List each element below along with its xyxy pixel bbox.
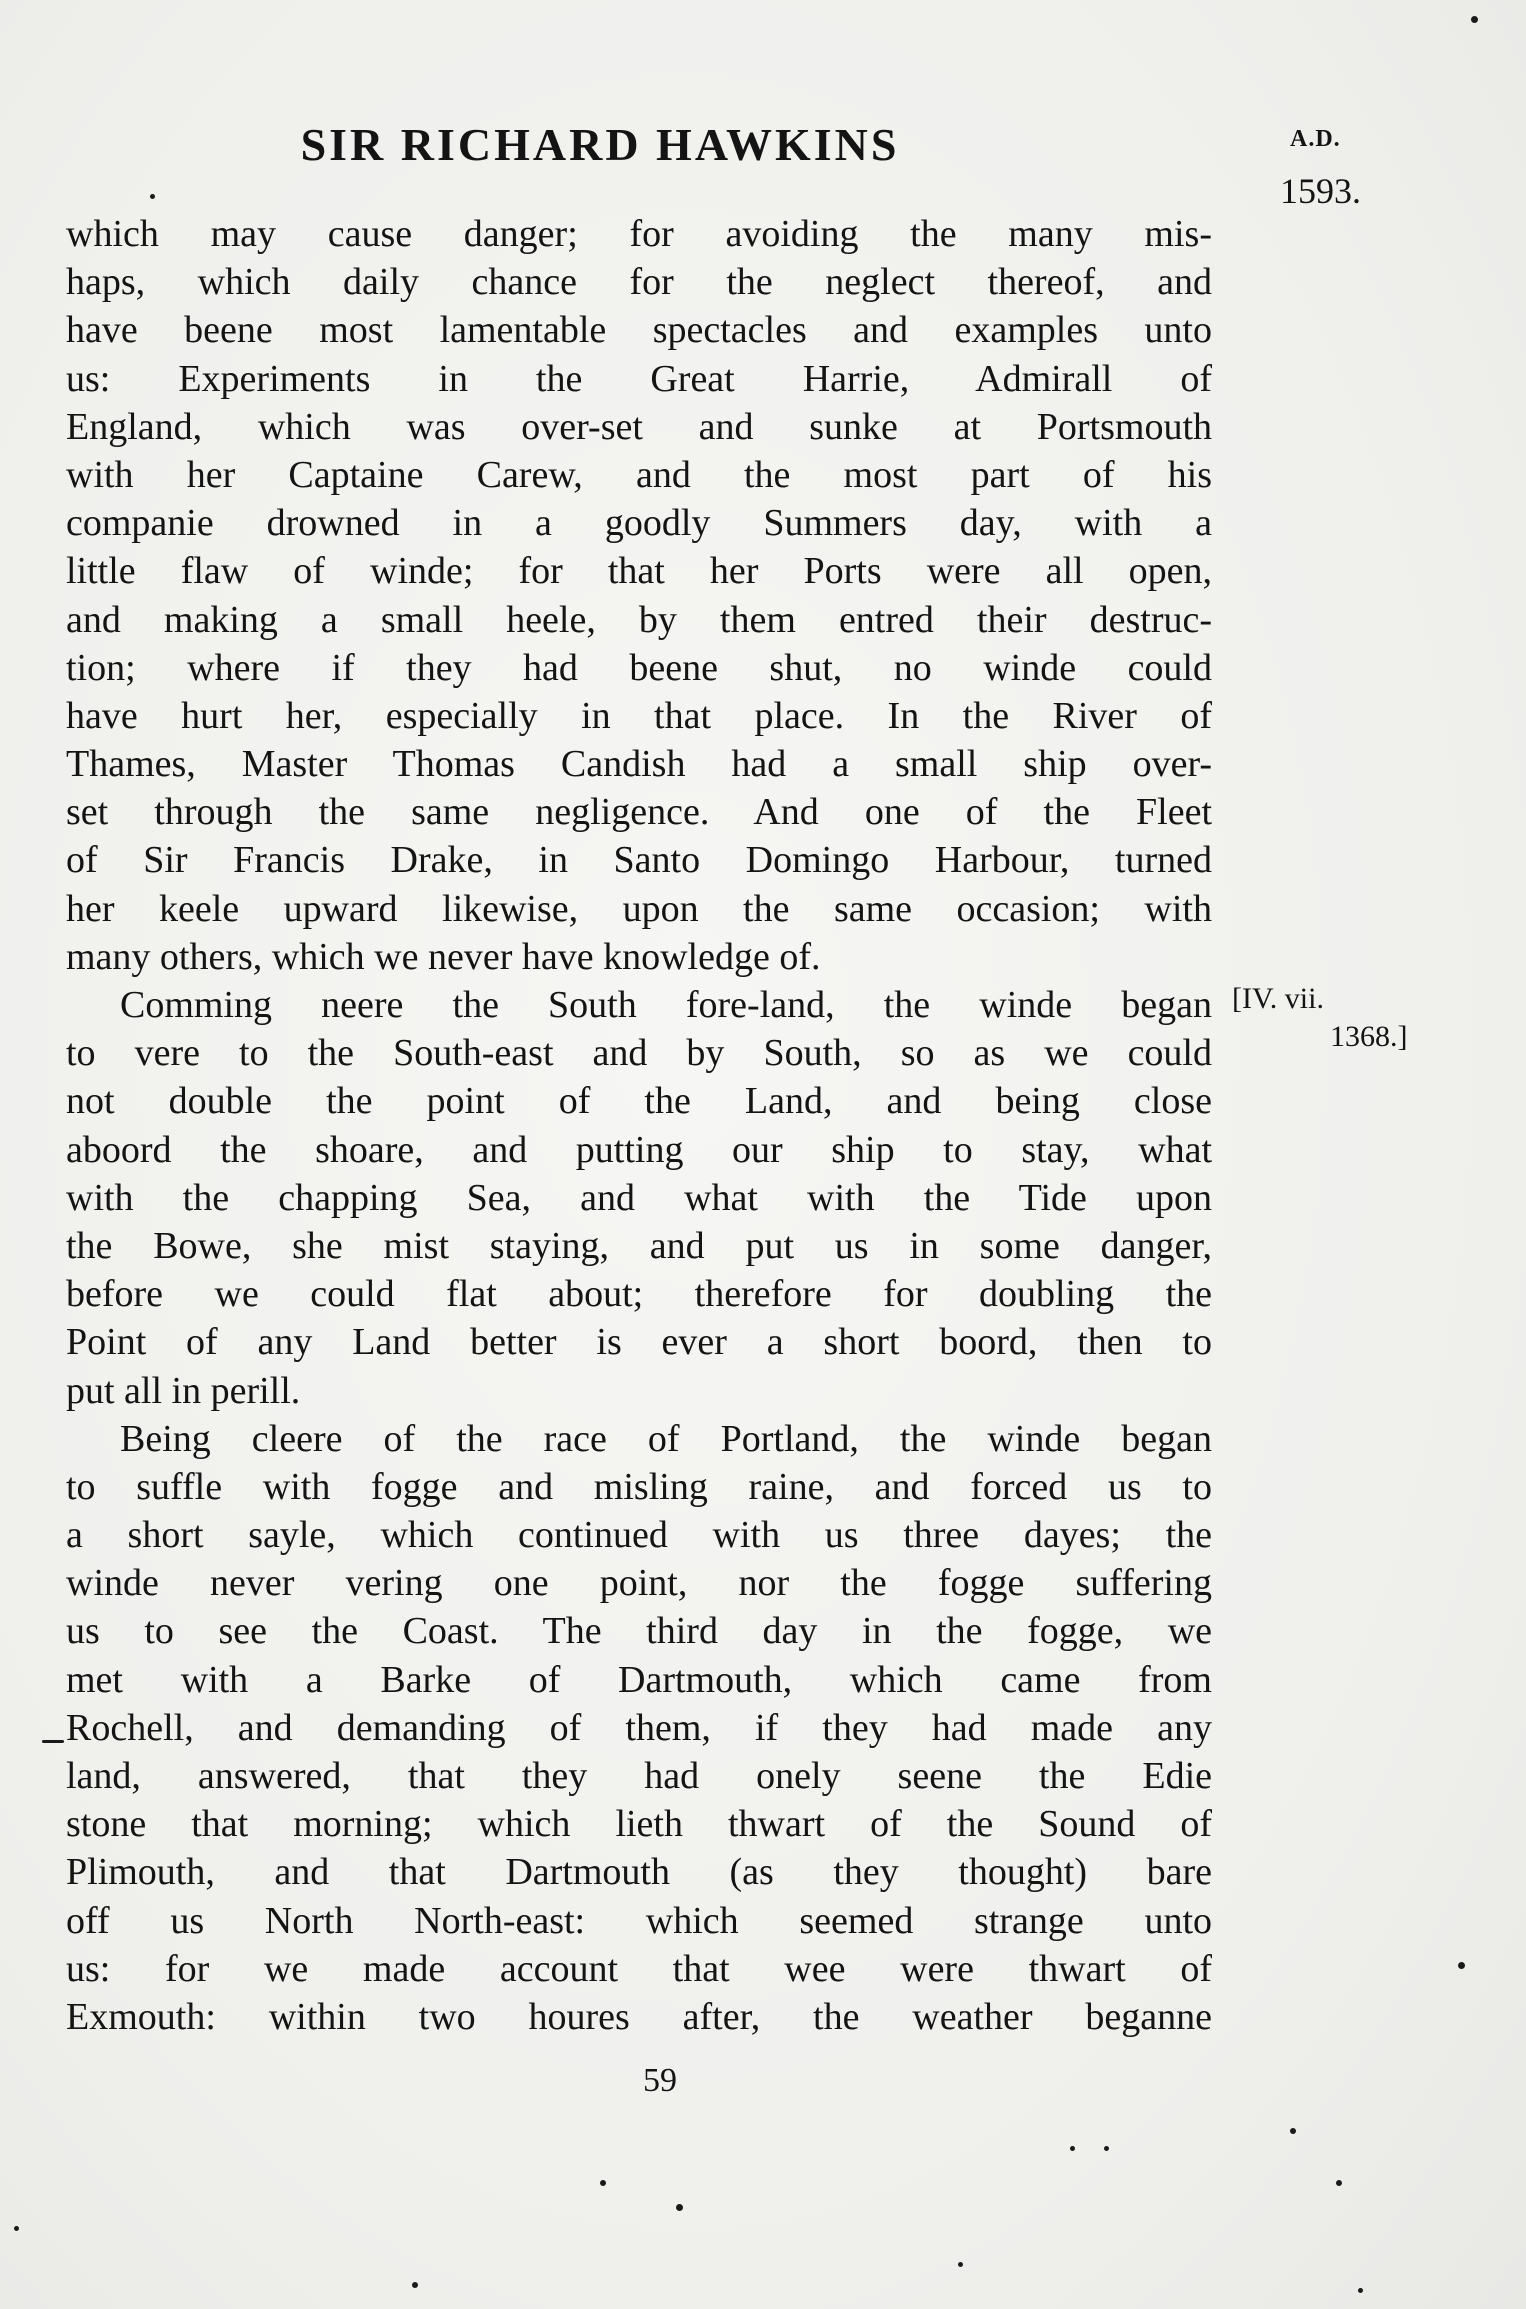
scan-speck <box>1336 2180 1342 2186</box>
scan-speck <box>1070 2146 1075 2151</box>
text-line: Rochell, and demanding of them, if they had made any <box>66 1706 1212 1749</box>
body-text <box>66 210 1212 2041</box>
text-line: have beene most lamentable spectacles and examples unto <box>66 309 1212 352</box>
scan-speck <box>150 194 155 199</box>
scan-speck <box>1358 2288 1363 2293</box>
scan-speck <box>42 1740 64 1743</box>
text-line: met with a Barke of Dartmouth, which came from <box>66 1658 1212 1701</box>
text-line: to vere to the South-east and by South, so as we could <box>66 1032 1212 1075</box>
text-line: and making a small heele, by them entred their destruc- <box>66 598 1212 641</box>
text-line: with her Captaine Carew, and the most part of his <box>66 453 1212 496</box>
text-line: off us North North-east: which seemed strange unto <box>66 1899 1212 1942</box>
margin-era-label: A.D. <box>1290 126 1341 152</box>
text-line: us to see the Coast. The third day in the fogge, we <box>66 1610 1212 1653</box>
paragraph-start-line: Being cleere of the race of Portland, the winde began <box>120 1417 1212 1460</box>
text-line: to suffle with fogge and misling raine, and forced us to <box>66 1465 1212 1508</box>
running-head-title: SIR RICHARD HAWKINS <box>300 119 900 170</box>
text-line: land, answered, that they had onely seene the Edie <box>66 1755 1212 1797</box>
scan-speck <box>1104 2146 1109 2151</box>
paragraph-end-line: put all in perill. <box>66 1369 301 1412</box>
text-line: companie drowned in a goodly Summers day, with a <box>66 502 1212 545</box>
text-line: her keele upward likewise, upon the same occasion; with <box>66 887 1212 930</box>
text-line: us: Experiments in the Great Harrie, Admirall of <box>66 357 1212 400</box>
text-line: tion; where if they had beene shut, no winde could <box>66 646 1212 689</box>
text-line: Thames, Master Thomas Candish had a small ship over- <box>66 743 1212 786</box>
margin-reference-page: 1368.] <box>1330 1020 1408 1053</box>
margin-reference-volume: [IV. vii. <box>1232 982 1324 1015</box>
page-number: 59 <box>643 2062 677 2099</box>
text-line: little flaw of winde; for that her Ports were all open, <box>66 550 1212 593</box>
text-line: not double the point of the Land, and being close <box>66 1080 1212 1123</box>
scan-speck <box>600 2180 606 2186</box>
text-line: Plimouth, and that Dartmouth (as they thought) bare <box>66 1851 1212 1894</box>
scan-speck <box>412 2282 418 2288</box>
text-line: haps, which daily chance for the neglect thereof, and <box>66 261 1212 304</box>
scan-speck <box>1290 2128 1296 2134</box>
scan-speck <box>958 2262 963 2267</box>
text-line: have hurt her, especially in that place. In the River of <box>66 694 1212 737</box>
paragraph-end-line: many others, which we never have knowledge of. <box>66 935 821 978</box>
scan-speck <box>1471 16 1478 23</box>
scan-speck <box>676 2204 683 2211</box>
text-line: Point of any Land better is ever a short boord, then to <box>66 1321 1212 1364</box>
text-line: before we could flat about; therefore for doubling the <box>66 1273 1212 1316</box>
text-line: of Sir Francis Drake, in Santo Domingo Harbour, turned <box>66 839 1212 882</box>
text-line: the Bowe, she mist staying, and put us in some danger, <box>66 1224 1212 1267</box>
margin-year: 1593. <box>1280 171 1361 211</box>
text-line: with the chapping Sea, and what with the Tide upon <box>66 1176 1212 1219</box>
paragraph-start-line: Comming neere the South fore-land, the winde began <box>120 984 1212 1026</box>
text-line: Exmouth: within two houres after, the weather beganne <box>66 1995 1212 2038</box>
text-line: set through the same negligence. And one of the Fleet <box>66 791 1212 834</box>
text-line: winde never vering one point, nor the fogge suffering <box>66 1562 1212 1605</box>
text-line: England, which was over-set and sunke at Portsmouth <box>66 405 1212 448</box>
scan-speck <box>14 2226 19 2231</box>
text-line: us: for we made account that wee were thwart of <box>66 1947 1212 1990</box>
text-line: a short sayle, which continued with us three dayes; the <box>66 1514 1212 1557</box>
text-line: which may cause danger; for avoiding the many mis- <box>66 213 1212 255</box>
scan-speck <box>1458 1962 1465 1969</box>
text-line: aboord the shoare, and putting our ship to stay, what <box>66 1128 1212 1171</box>
text-line: stone that morning; which lieth thwart of the Sound of <box>66 1803 1212 1846</box>
